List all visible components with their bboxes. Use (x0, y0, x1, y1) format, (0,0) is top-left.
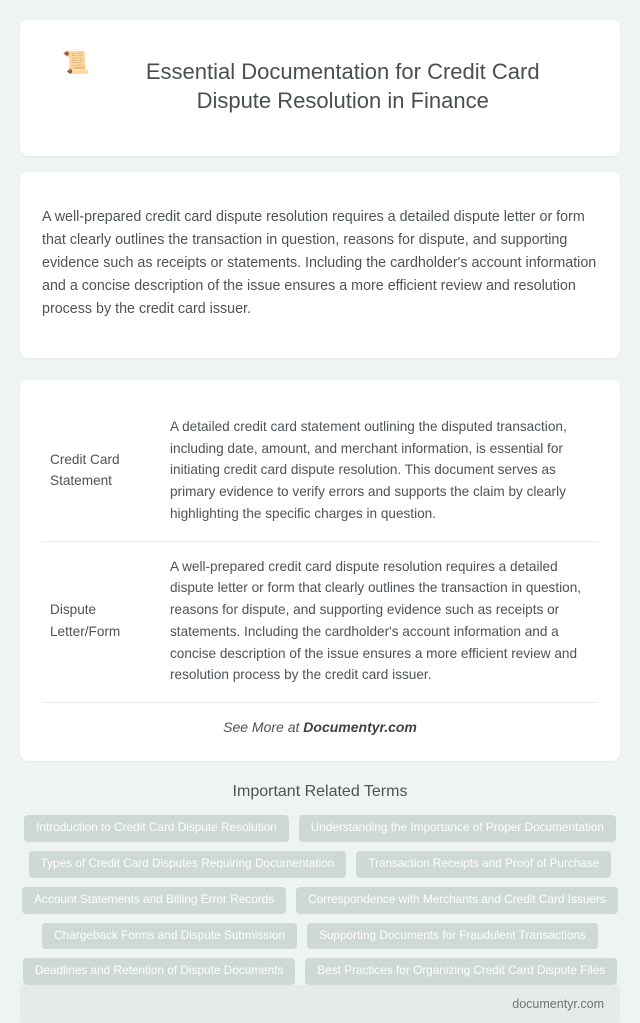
list-item[interactable]: Supporting Documents for Fraudulent Transactions (307, 923, 598, 950)
title-card (20, 20, 620, 156)
see-more-brand[interactable]: Documentyr.com (303, 719, 417, 736)
list-item[interactable]: Understanding the Importance of Proper Documentation (299, 815, 616, 842)
list-item[interactable]: Types of Credit Card Disputes Requiring Documentation (29, 851, 347, 878)
list-item[interactable]: Correspondence with Merchants and Credit Card Issuers (296, 887, 618, 914)
list-item[interactable]: Transaction Receipts and Proof of Purchase (356, 851, 611, 878)
list-item[interactable]: Account Statements and Billing Error Records (22, 887, 286, 914)
summary-text: A well-prepared credit card dispute resolution requires a detailed dispute letter or form that clearly outlines the transaction in question, reasons for dispute, and supporting evidence such as receipts or statements. Including the cardholder's account information and a concise description of the issue ensures a more efficient review and resolution process by the credit card issuer. (42, 208, 597, 318)
definitions-card (20, 380, 620, 761)
see-more-line (42, 703, 598, 751)
definition-term: Dispute Letter/Form (42, 541, 162, 703)
footer-site-label: documentyr.com (512, 997, 604, 1012)
related-terms-list (20, 815, 620, 985)
definitions-table (42, 402, 598, 703)
related-terms-heading: Important Related Terms (232, 783, 408, 801)
list-item[interactable]: Chargeback Forms and Dispute Submission (42, 923, 297, 950)
table-row (42, 402, 598, 541)
see-more-prefix: See More at (223, 719, 304, 736)
list-item[interactable]: Deadlines and Retention of Dispute Documents (23, 958, 296, 985)
table-row (42, 541, 598, 703)
list-item[interactable]: Introduction to Credit Card Dispute Resolution (24, 815, 289, 842)
list-item[interactable]: Best Practices for Organizing Credit Card Dispute Files (305, 958, 617, 985)
page-title: Essential Documentation for Credit Card Dispute Resolution in Finance (145, 58, 540, 113)
definition-description: A well-prepared credit card dispute resolution requires a detailed dispute letter or form that clearly outlines the transaction in question, reasons for dispute, and supporting evidence such as receipts or statements. Including the cardholder's account information and a concise description of the issue ensures a more efficient review and resolution process by the credit card issuer. (162, 541, 598, 703)
summary-card (20, 172, 620, 358)
document-scroll-icon: 📜 (62, 50, 90, 75)
definition-term: Credit Card Statement (42, 402, 162, 541)
footer-bar (20, 985, 620, 1023)
definition-description: A detailed credit card statement outlining the disputed transaction, including date, amount, and merchant information, is essential for initiating credit card dispute resolution. This document serves as primary evidence to verify errors and supports the claim by clearly highlighting the specific charges in question. (162, 402, 598, 541)
